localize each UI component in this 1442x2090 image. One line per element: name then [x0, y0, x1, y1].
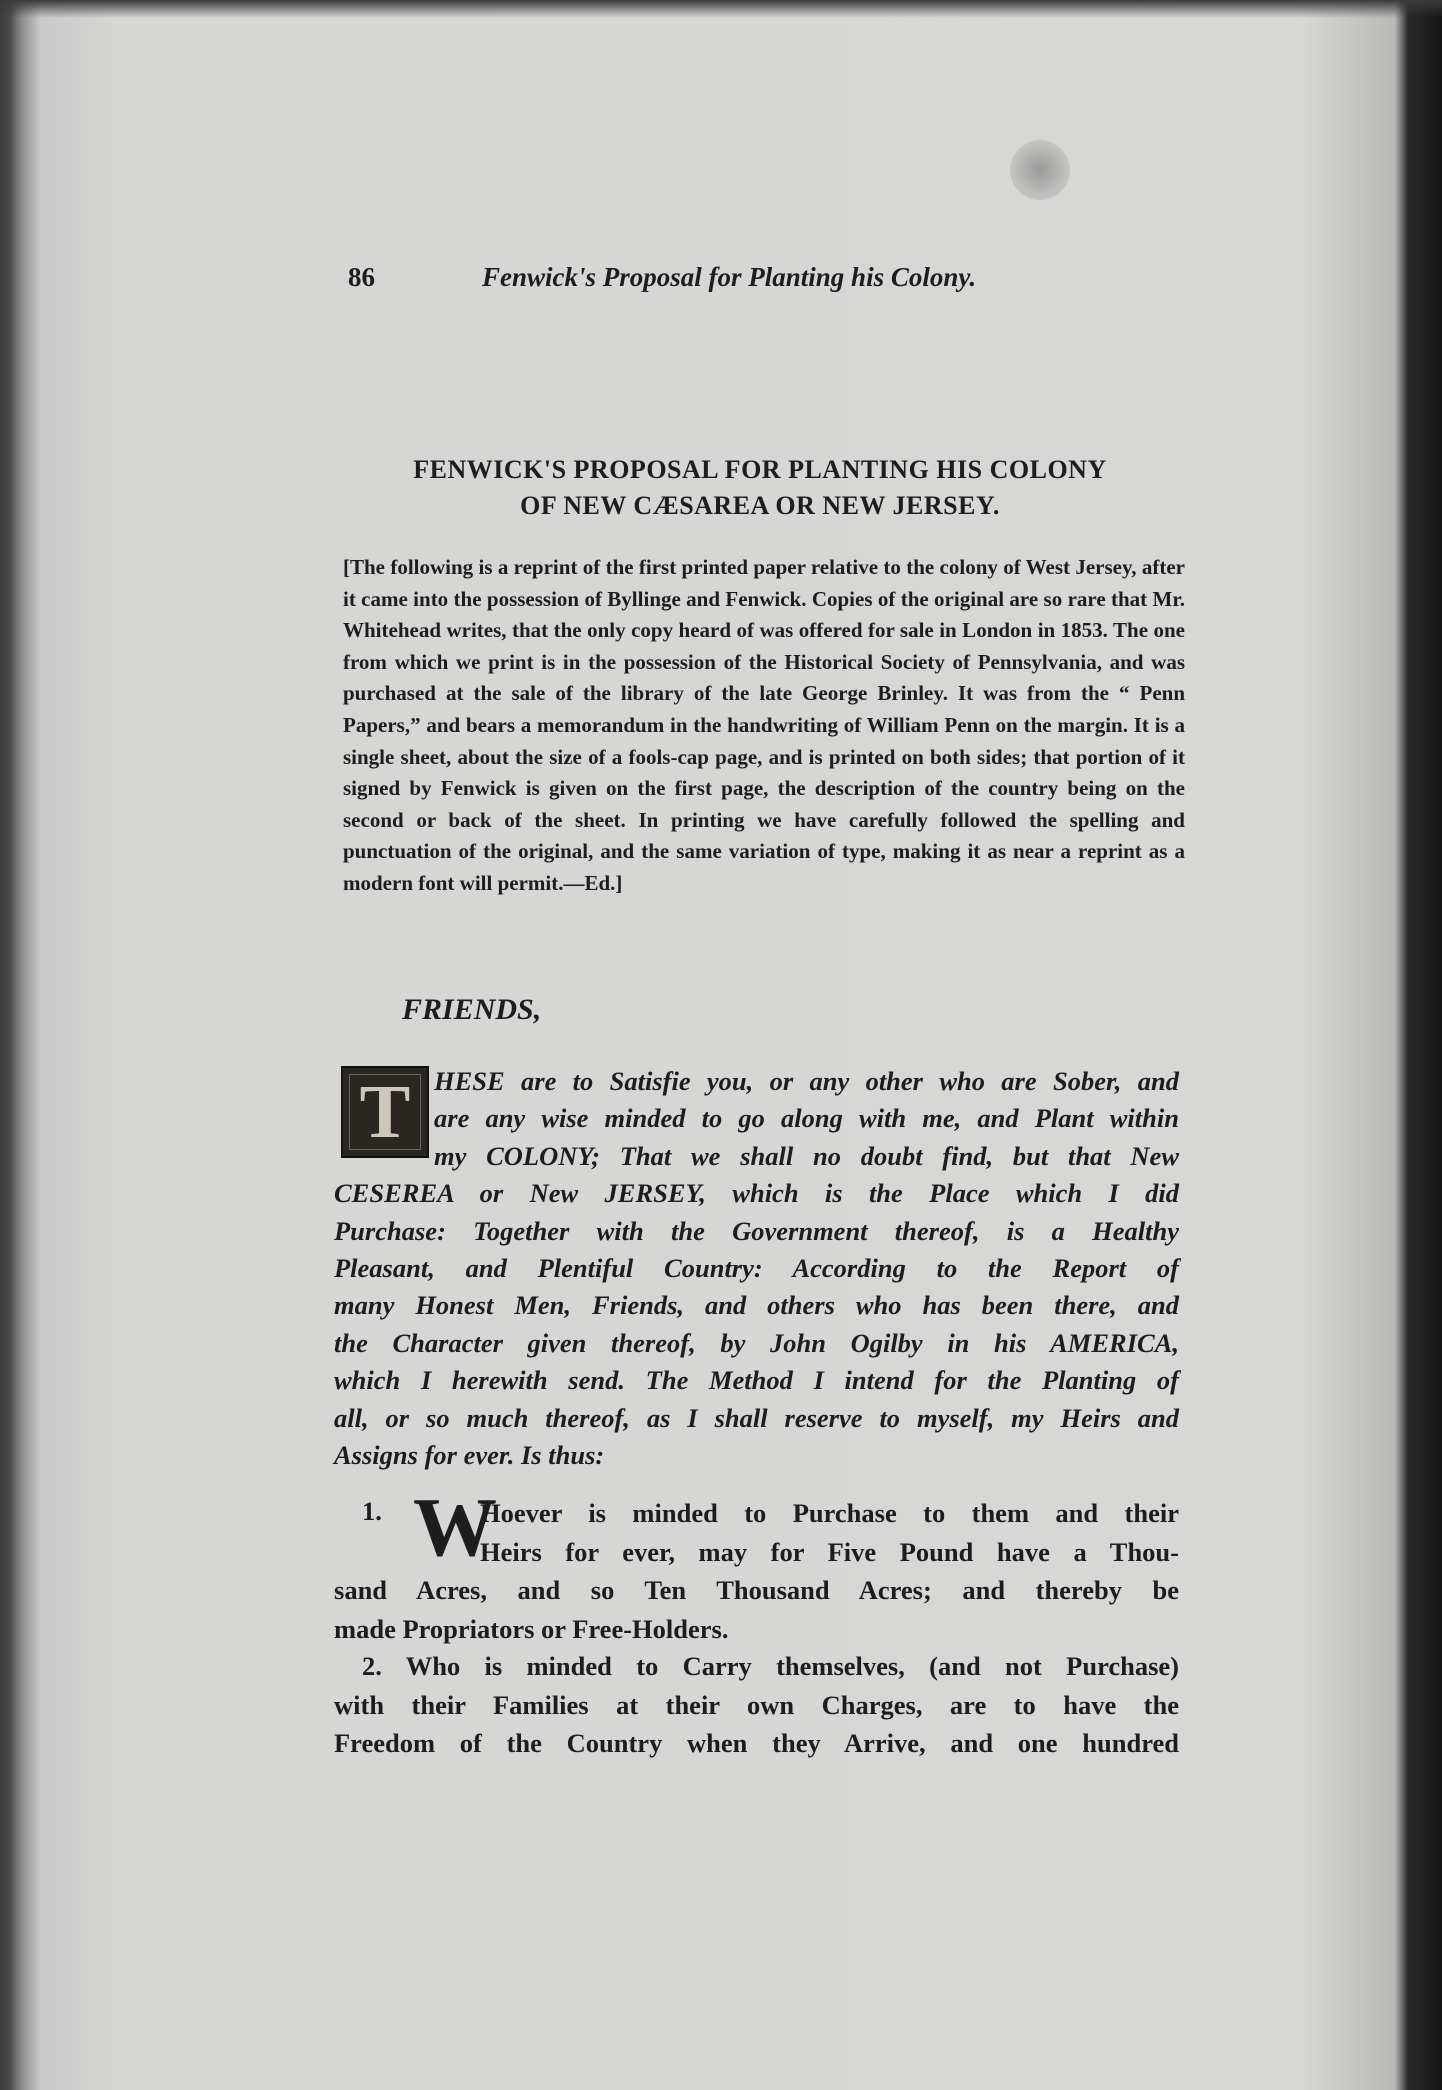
- text-line: my COLONY; That we shall no doubt find, but that New: [434, 1140, 1179, 1171]
- text-line: are any wise minded to go along with me, and Plant within: [434, 1103, 1179, 1134]
- drop-cap-letter: T: [359, 1070, 411, 1154]
- heading-line-2: OF NEW CÆSAREA OR NEW JERSEY.: [520, 491, 1000, 520]
- text-line: Freedom of the Country when they Arrive, and one hundred: [334, 1728, 1179, 1759]
- text-line: Pleasant, and Plentiful Country: According to the Report of: [334, 1252, 1179, 1283]
- text-line: sand Acres, and so Ten Thousand Acres; and thereby be: [334, 1575, 1179, 1606]
- text-line: with their Families at their own Charges, are to have the: [334, 1689, 1179, 1720]
- item-1-paragraph: [334, 1494, 1179, 1648]
- heading-line-1: FENWICK'S PROPOSAL FOR PLANTING HIS COLONY: [413, 455, 1107, 484]
- proclamation-paragraph: [334, 1063, 1179, 1474]
- text-line: the Character given thereof, by John Ogilby in his AMERICA,: [334, 1327, 1179, 1358]
- text-line: Heirs for ever, may for Five Pound have a Thou-: [480, 1536, 1179, 1567]
- running-head: [348, 262, 1068, 302]
- text-line: Purchase: Together with the Government thereof, is a Healthy: [334, 1215, 1179, 1246]
- text-line: 2. Who is minded to Carry themselves, (and not Purchase): [362, 1651, 1179, 1681]
- initial-letter: W: [413, 1481, 497, 1574]
- item-2-paragraph: [334, 1647, 1179, 1763]
- article-heading: [330, 452, 1190, 524]
- text-line: all, or so much thereof, as I shall reserve to myself, my Heirs and: [334, 1402, 1179, 1433]
- text-line: Hoever is minded to Purchase to them and their: [480, 1498, 1179, 1528]
- text-line: HESE are to Satisfie you, or any other who are Sober, and: [434, 1066, 1179, 1096]
- editor-note: [The following is a reprint of the first printed paper relative to the colony of West Jersey, after it came into the possession of Byllinge and Fenwick. Copies of the original are so rare that Mr. Whitehead writes, that the only copy heard of was offered for sale in London in 1853. The one from which we print is in the possession of the Historical Society of Pennsylvania, and was purchased at the sale of the library of the late George Brinley. It was from the “ Penn Papers,” and bears a memorandum in the handwriting of William Penn on the margin. It is a single sheet, about the size of a fools-cap page, and is printed on both sides; that portion of it signed by Fenwick is given on the first page, the description of the country being on the second or back of the sheet. In printing we have carefully followed the spelling and punctuation of the original, and the same variation of type, making it as near a reprint as a modern font will permit.—Ed.]: [343, 555, 1185, 895]
- text-line: CESEREA or New JERSEY, which is the Place which I did: [334, 1178, 1179, 1209]
- running-title: Fenwick's Proposal for Planting his Colony.: [482, 262, 977, 292]
- text-line: many Honest Men, Friends, and others who has been there, and: [334, 1290, 1179, 1321]
- text-line: made Propriators or Free-Holders.: [334, 1613, 729, 1644]
- salutation: FRIENDS,: [402, 993, 542, 1026]
- item-number: 1.: [362, 1496, 382, 1526]
- text-line: which I herewith send. The Method I intend for the Planting of: [334, 1365, 1179, 1396]
- page-number: 86: [348, 262, 375, 292]
- text-line: Assigns for ever. Is thus:: [334, 1439, 605, 1470]
